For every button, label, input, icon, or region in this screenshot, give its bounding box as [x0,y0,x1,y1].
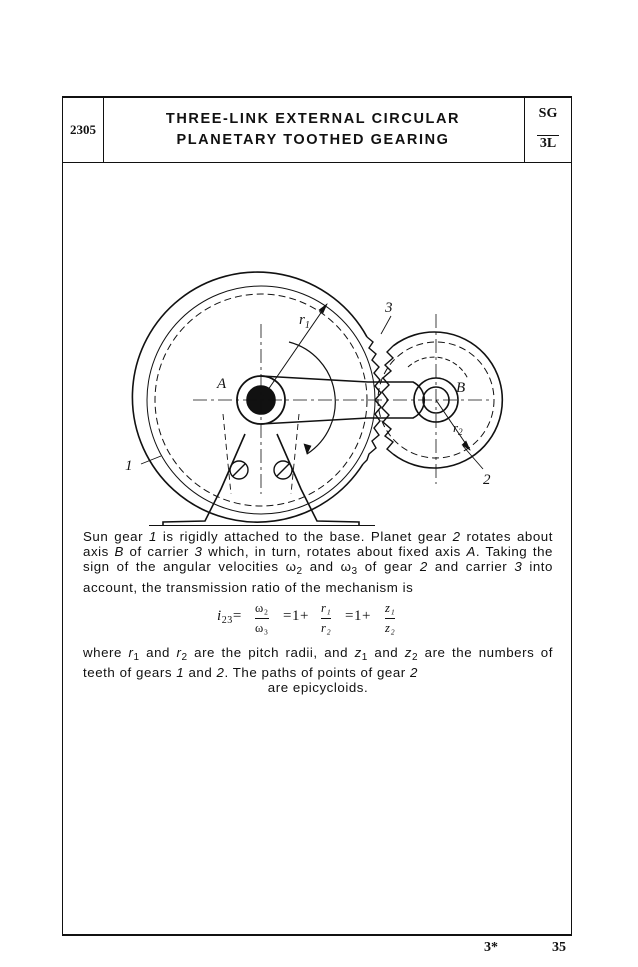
formula-plus-1: =1+ [283,607,310,624]
paragraph-3: are epicycloids. [267,680,369,696]
formula-lhs: $i_{23}=$ [217,607,242,626]
fraction-omega: ω₂ ω₃ [255,600,269,635]
code-top: SG [538,106,558,121]
label-carrier-3: 3 [385,300,393,316]
header [63,98,571,163]
label-gear-1: 1 [125,458,133,474]
paragraph-2: where $r_1$ and $r_2$ are the pitch radii, and $z_1$ and $z_2$ are the numbers of teeth of gears 1 and 2. The paths of points of gear 2 [83,644,553,681]
code-bottom: 3L [539,136,557,151]
transmission-ratio-formula [83,597,553,645]
label-axis-A: A [217,376,227,392]
title-line-1: THREE-LINK EXTERNAL CIRCULAR [165,111,461,127]
description [83,529,553,695]
title-line-2: PLANETARY TOOTHED GEARING [176,132,450,148]
fraction-teeth: z₁ z₂ [385,600,396,635]
label-r1: $r_1$ [299,312,310,331]
mechanism-number: 2305 [63,98,104,162]
page-title [104,98,522,162]
fraction-radii: r₁ r₂ [321,600,332,635]
paragraph-1: Sun gear 1 is rigidly attached to the base. Planet gear 2 rotates about axis B of carrier 3 which, in turn, rotates about fixed axis A. Taking the sign of the angular velocities $\omega_2$ and $\omega_3$ of gear 2 and carrier 3 into account, the transmission ratio of the mechanism is [83,529,553,595]
gear-diagram [63,164,571,526]
page-frame [62,96,572,936]
label-axis-B: B [456,380,466,396]
footer-signature: 3* [484,940,498,955]
page-number: 35 [552,940,566,955]
classification-code [524,98,571,162]
label-gear-2: 2 [483,472,491,488]
label-r2: $r_2$ [453,420,463,437]
formula-plus-2: =1+ [345,607,372,624]
